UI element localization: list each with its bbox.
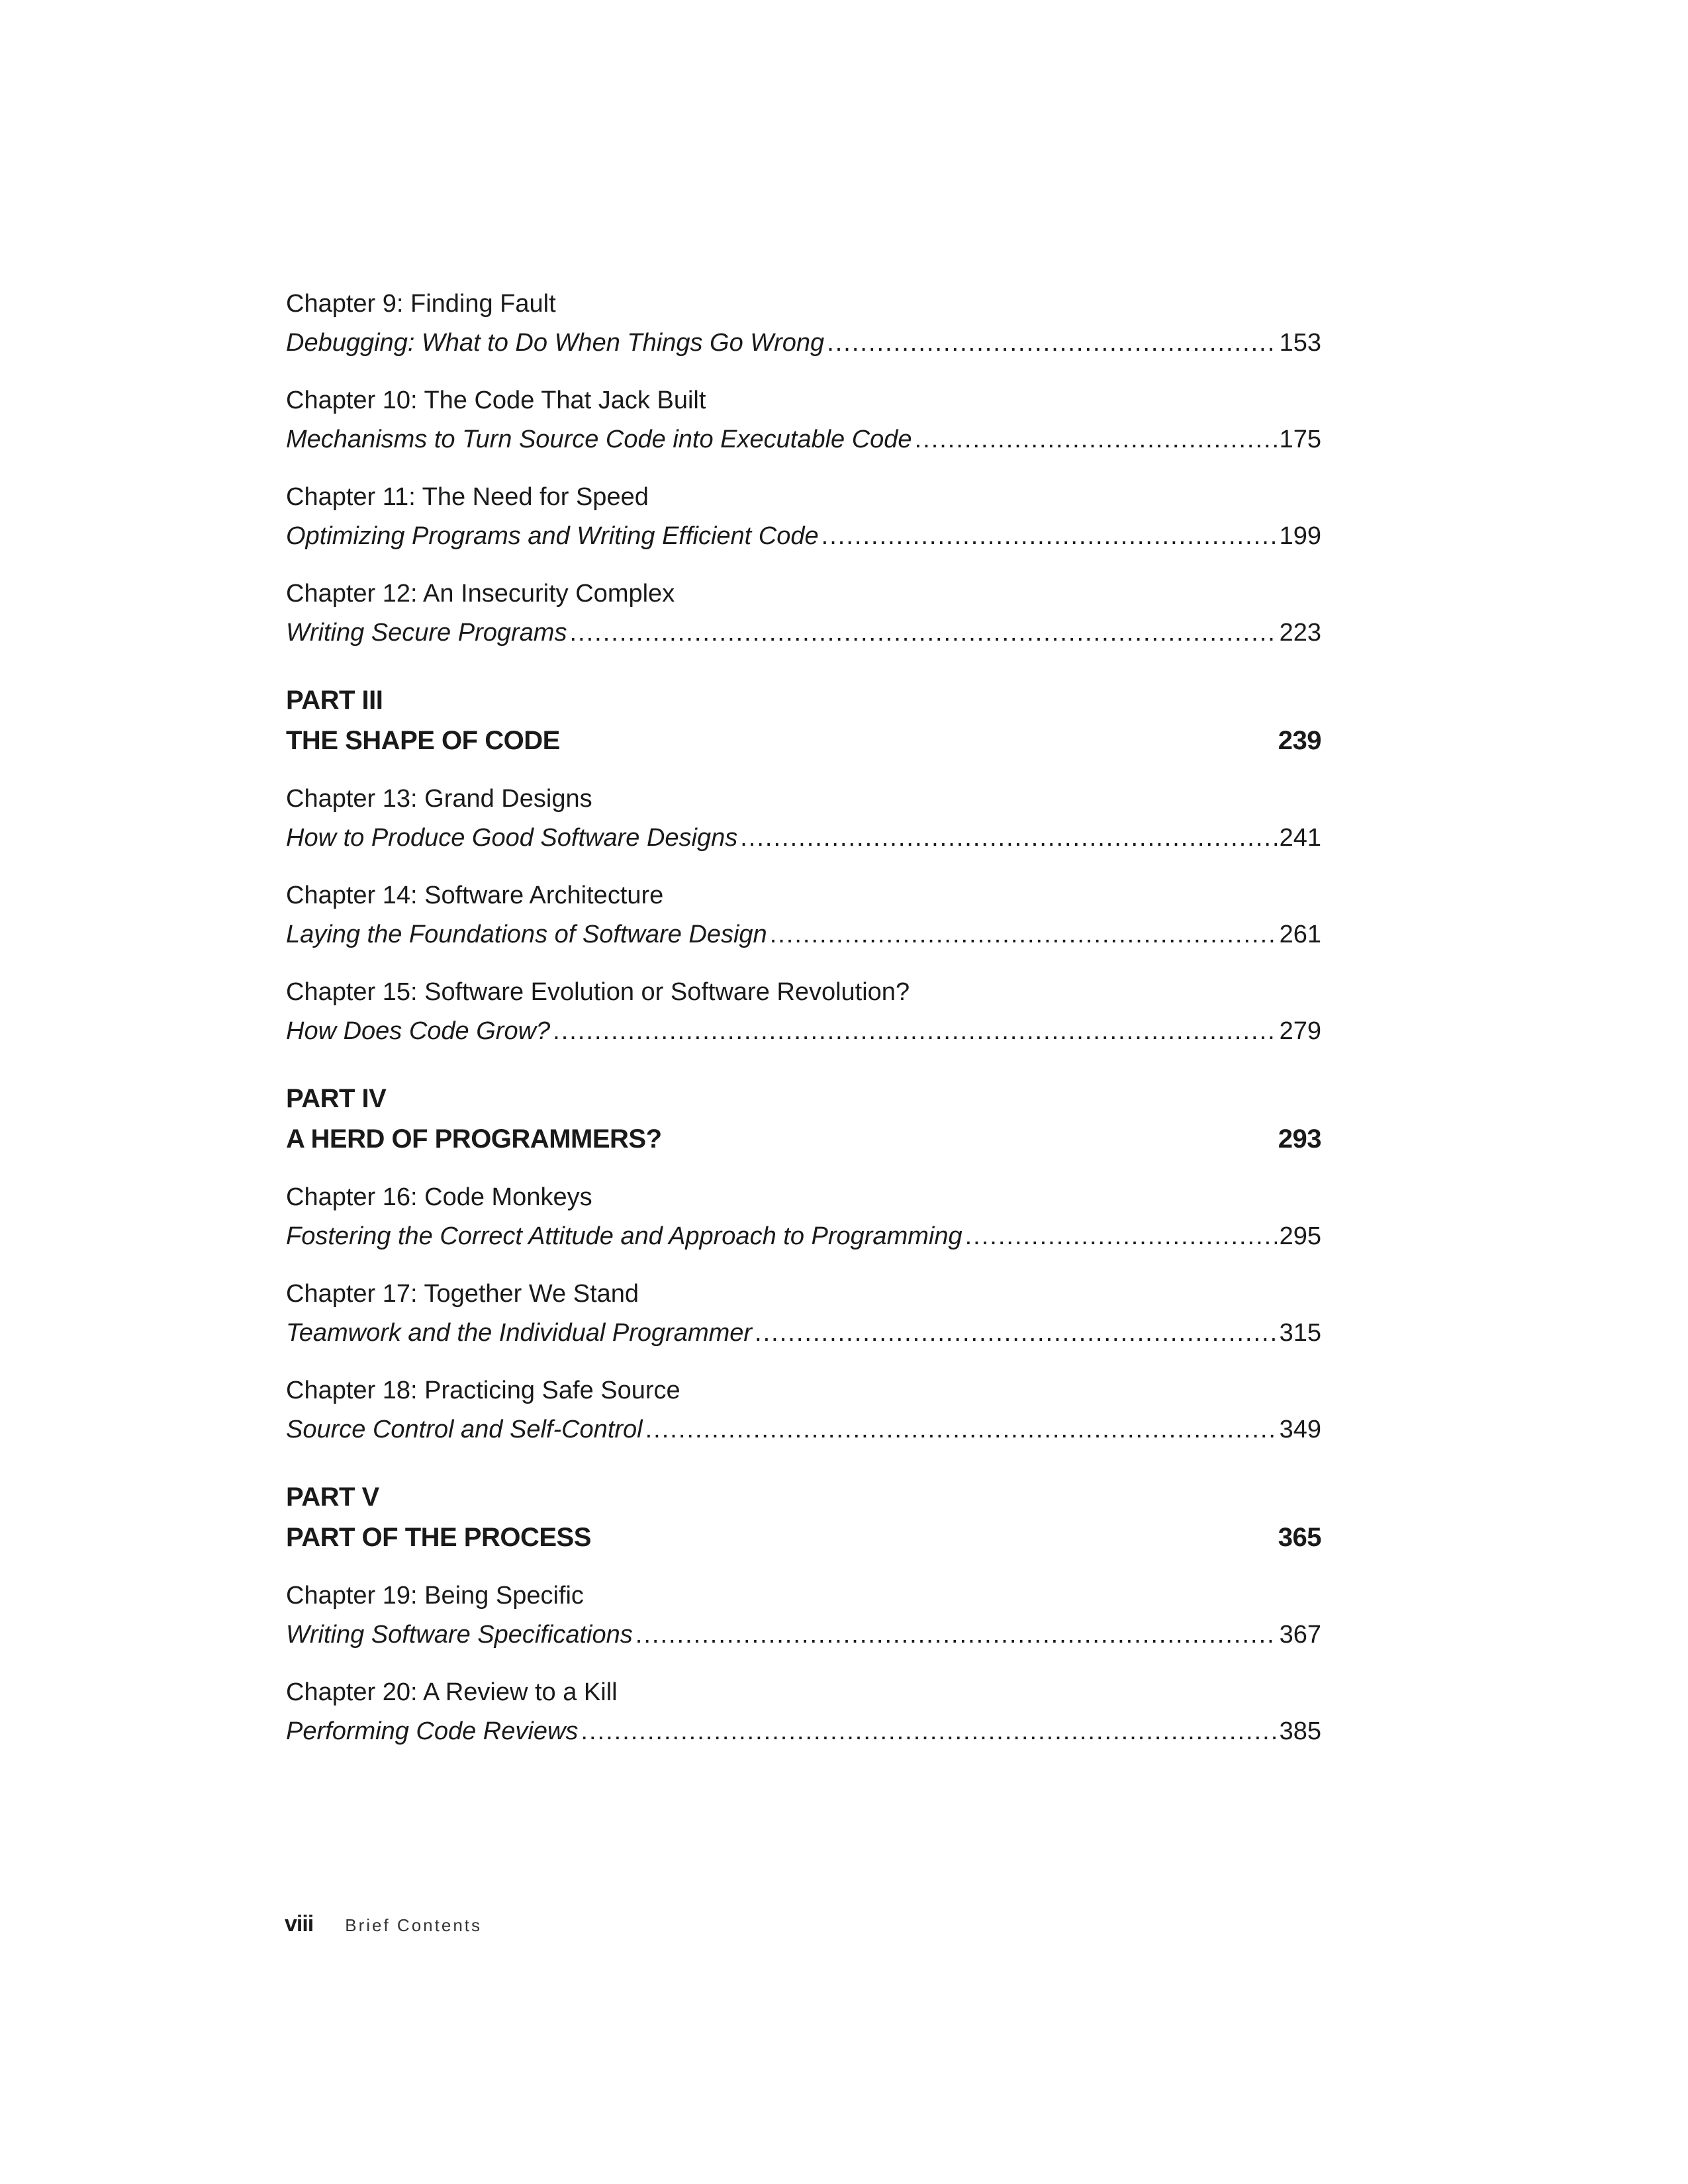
part-header[interactable]: [286, 1079, 1321, 1160]
dot-leader: [827, 324, 1276, 363]
chapter-subtitle-line: [286, 517, 1321, 556]
part-heading-line: [286, 1118, 1321, 1160]
dot-leader: [821, 517, 1277, 556]
page-number: 349: [1279, 1416, 1321, 1443]
part-heading-line: [286, 1517, 1321, 1558]
chapter-subtitle-line: [286, 324, 1321, 363]
chapter-subtitle: Laying the Foundations of Software Design: [286, 921, 767, 948]
chapter-title: Chapter 16: Code Monkeys: [286, 1183, 592, 1211]
dot-leader: [770, 915, 1277, 954]
dot-leader: [755, 1314, 1277, 1353]
chapter-entry[interactable]: [286, 1673, 1321, 1751]
chapter-entry[interactable]: [286, 876, 1321, 954]
chapter-subtitle-line: [286, 420, 1321, 459]
chapter-entry[interactable]: [286, 381, 1321, 459]
toc-group-part-iii: [286, 680, 1321, 1051]
page-number: 295: [1279, 1222, 1321, 1250]
page-folio: viii: [285, 1911, 314, 1936]
chapter-entry[interactable]: [286, 973, 1321, 1051]
chapter-title: Chapter 18: Practicing Safe Source: [286, 1377, 680, 1404]
chapter-subtitle-line: [286, 915, 1321, 954]
page-number: 199: [1279, 522, 1321, 550]
chapter-subtitle-line: [286, 1217, 1321, 1256]
chapter-title: Chapter 17: Together We Stand: [286, 1280, 639, 1308]
dot-leader: [645, 1410, 1277, 1449]
dot-leader: [569, 614, 1276, 653]
chapter-subtitle: Writing Secure Programs: [286, 619, 567, 647]
chapter-subtitle-line: [286, 1410, 1321, 1449]
dot-leader: [740, 819, 1276, 858]
chapter-subtitle-line: [286, 1615, 1321, 1655]
chapter-title: Chapter 13: Grand Designs: [286, 785, 592, 813]
chapter-entry[interactable]: [286, 1576, 1321, 1655]
dot-leader: [915, 420, 1277, 459]
chapter-title: Chapter 20: A Review to a Kill: [286, 1678, 618, 1706]
page-number: 175: [1279, 426, 1321, 453]
table-of-contents: [286, 285, 1321, 1770]
chapter-entry[interactable]: [286, 574, 1321, 653]
dot-leader: [553, 1012, 1276, 1051]
chapter-subtitle-line: [286, 1314, 1321, 1353]
chapter-entry[interactable]: [286, 478, 1321, 556]
chapter-subtitle: Optimizing Programs and Writing Efficient Code: [286, 522, 819, 550]
page-number: 153: [1279, 329, 1321, 357]
chapter-title: Chapter 12: An Insecurity Complex: [286, 580, 675, 608]
dot-leader: [635, 1615, 1277, 1655]
chapter-subtitle: Performing Code Reviews: [286, 1717, 579, 1745]
chapter-subtitle-line: [286, 1712, 1321, 1751]
part-header[interactable]: [286, 680, 1321, 761]
chapter-subtitle: Debugging: What to Do When Things Go Wrong: [286, 329, 825, 357]
chapter-subtitle: Teamwork and the Individual Programmer: [286, 1319, 753, 1347]
part-page-number: 365: [1278, 1523, 1321, 1552]
chapter-title: Chapter 10: The Code That Jack Built: [286, 387, 706, 414]
toc-group-part-v: [286, 1477, 1321, 1751]
dot-leader: [965, 1217, 1277, 1256]
chapter-title: Chapter 15: Software Evolution or Software Revolution?: [286, 978, 910, 1006]
page-number: 367: [1279, 1621, 1321, 1649]
part-label: PART V: [286, 1482, 379, 1512]
page-footer: [285, 1911, 482, 1937]
page-number: 279: [1279, 1017, 1321, 1045]
page-number: 315: [1279, 1319, 1321, 1347]
chapter-entry[interactable]: [286, 1371, 1321, 1449]
part-header[interactable]: [286, 1477, 1321, 1558]
part-title: THE SHAPE OF CODE: [286, 726, 560, 755]
chapter-entry[interactable]: [286, 285, 1321, 363]
chapter-subtitle: How Does Code Grow?: [286, 1017, 551, 1045]
chapter-entry[interactable]: [286, 1178, 1321, 1256]
page-number: 223: [1279, 619, 1321, 647]
part-title: A HERD OF PROGRAMMERS?: [286, 1124, 662, 1154]
part-page-number: 293: [1278, 1124, 1321, 1154]
chapter-title: Chapter 9: Finding Fault: [286, 290, 556, 318]
toc-group-part-iv: [286, 1079, 1321, 1449]
page-number: 241: [1279, 824, 1321, 852]
chapter-subtitle: Source Control and Self-Control: [286, 1416, 643, 1443]
part-title: PART OF THE PROCESS: [286, 1523, 591, 1552]
page-number: 261: [1279, 921, 1321, 948]
part-heading-line: [286, 720, 1321, 761]
chapter-entry[interactable]: [286, 780, 1321, 858]
chapter-entry[interactable]: [286, 1275, 1321, 1353]
part-label: PART III: [286, 686, 383, 715]
part-label: PART IV: [286, 1084, 387, 1113]
chapter-subtitle-line: [286, 614, 1321, 653]
chapter-subtitle: Mechanisms to Turn Source Code into Executable Code: [286, 426, 912, 453]
chapter-subtitle: Writing Software Specifications: [286, 1621, 633, 1649]
toc-group-continuation: [286, 285, 1321, 653]
chapter-title: Chapter 19: Being Specific: [286, 1582, 584, 1610]
chapter-subtitle-line: [286, 1012, 1321, 1051]
chapter-subtitle-line: [286, 819, 1321, 858]
chapter-title: Chapter 14: Software Architecture: [286, 882, 664, 909]
page-number: 385: [1279, 1717, 1321, 1745]
chapter-subtitle: Fostering the Correct Attitude and Approach to Programming: [286, 1222, 962, 1250]
running-title: Brief Contents: [345, 1915, 482, 1935]
part-page-number: 239: [1278, 726, 1321, 755]
dot-leader: [581, 1712, 1276, 1751]
chapter-subtitle: How to Produce Good Software Designs: [286, 824, 738, 852]
chapter-title: Chapter 11: The Need for Speed: [286, 483, 649, 511]
